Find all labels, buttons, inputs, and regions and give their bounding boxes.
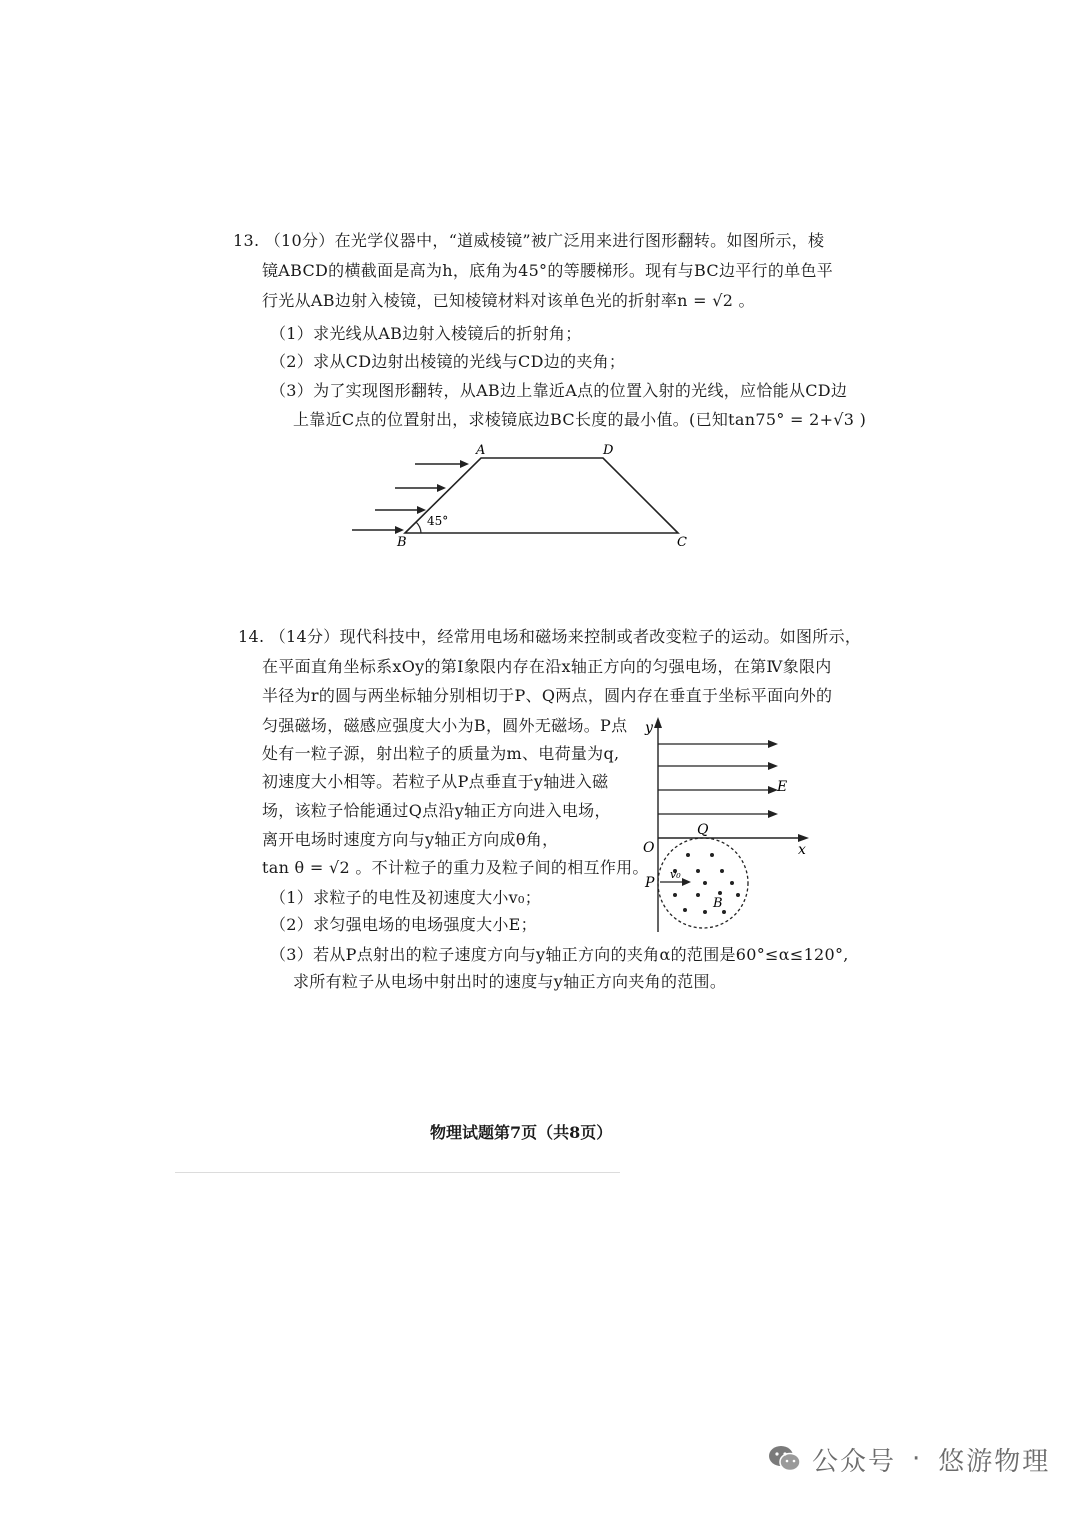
- q13-prism-figure: [340, 440, 700, 555]
- q14-line-13: 求所有粒子从电场中射出时的速度与y轴正方向夹角的范围。: [293, 972, 727, 991]
- x-axis-label: x: [798, 842, 806, 858]
- field-arrowhead-2: [768, 762, 778, 770]
- field-label-E: E: [777, 779, 788, 795]
- watermark-label: 公众号: [812, 1446, 897, 1477]
- q14-line-12: （3）若从P点射出的粒子速度方向与y轴正方向的夹角α的范围是60°≤α≤120°,: [270, 945, 849, 964]
- q13-line-4: （1）求光线从AB边射入棱镜后的折射角；: [270, 324, 582, 343]
- q14-field-figure: [640, 712, 815, 937]
- q13-line-1: 13. （10分）在光学仪器中，“道威棱镜”被广泛用来进行图形翻转。如图所示，棱: [233, 231, 825, 250]
- q14-line-8: 离开电场时速度方向与y轴正方向成θ角，: [262, 830, 559, 849]
- y-axis-arrowhead: [654, 717, 662, 728]
- ray-arrowhead-1: [460, 460, 469, 468]
- watermark-account: 悠游物理: [938, 1446, 1051, 1477]
- initial-velocity-arrowhead: [682, 878, 691, 886]
- q13-line-6: （3）为了实现图形翻转，从AB边上靠近A点的位置入射的光线，应恰能从CD边: [270, 381, 848, 400]
- q13-line-2: 镜ABCD的横截面是高为h，底角为45°的等腰梯形。现有与BC边平行的单色平: [262, 261, 834, 280]
- q14-line-9: tan θ = √2 。不计粒子的重力及粒子间的相互作用。: [262, 858, 649, 877]
- q14-line-4: 匀强磁场，磁感应强度大小为B，圆外无磁场。P点: [262, 716, 628, 735]
- y-axis-label: y: [645, 720, 653, 736]
- q14-line-11: （2）求匀强电场的电场强度大小E；: [270, 915, 537, 934]
- vertex-label-D: D: [603, 443, 614, 458]
- scan-edge-line: [175, 1172, 620, 1173]
- ray-arrowhead-2: [437, 484, 446, 492]
- vertex-label-B: B: [397, 535, 407, 550]
- wechat-icon: [768, 1444, 802, 1474]
- q14-line-3: 半径为r的圆与两坐标轴分别相切于P、Q两点，圆内存在垂直于坐标平面向外的: [262, 686, 833, 705]
- angle-arc-45: [416, 522, 421, 533]
- q14-line-5: 处有一粒子源，射出粒子的质量为m、电荷量为q,: [262, 744, 620, 763]
- page-footer: 物理试题第7页（共8页）: [430, 1123, 613, 1142]
- origin-label: O: [643, 840, 655, 856]
- q14-line-7: 场，该粒子恰能通过Q点沿y轴正方向进入电场，: [262, 801, 611, 820]
- field-arrowhead-4: [768, 810, 778, 818]
- watermark: [768, 1442, 1050, 1476]
- q13-line-3: 行光从AB边射入棱镜，已知棱镜材料对该单色光的折射率n = √2 。: [262, 291, 755, 310]
- field-label-B: B: [713, 896, 723, 911]
- q14-line-1: 14. （14分）现代科技中，经常用电场和磁场来控制或者改变粒子的运动。如图所示，: [238, 627, 862, 646]
- vertex-label-C: C: [677, 535, 687, 550]
- x-axis-arrowhead: [798, 834, 809, 842]
- field-arrowhead-1: [768, 740, 778, 748]
- velocity-label-v0: v₀: [670, 868, 681, 881]
- q13-line-7: 上靠近C点的位置射出，求棱镜底边BC长度的最小值。(已知tan75° = 2+√3 ): [293, 410, 867, 429]
- q14-line-10: （1）求粒子的电性及初速度大小v₀；: [270, 888, 542, 907]
- vertex-label-A: A: [476, 443, 486, 458]
- q14-line-6: 初速度大小相等。若粒子从P点垂直于y轴进入磁: [262, 772, 609, 791]
- q13-line-5: （2）求从CD边射出棱镜的光线与CD边的夹角；: [270, 352, 626, 371]
- angle-label-45: 45°: [427, 514, 449, 528]
- point-label-Q: Q: [697, 822, 709, 838]
- q14-line-2: 在平面直角坐标系xOy的第Ⅰ象限内存在沿x轴正方向的匀强电场，在第Ⅳ象限内: [262, 657, 832, 676]
- point-label-P: P: [645, 875, 655, 891]
- watermark-separator: ·: [912, 1444, 923, 1474]
- ray-arrowhead-4: [395, 526, 404, 534]
